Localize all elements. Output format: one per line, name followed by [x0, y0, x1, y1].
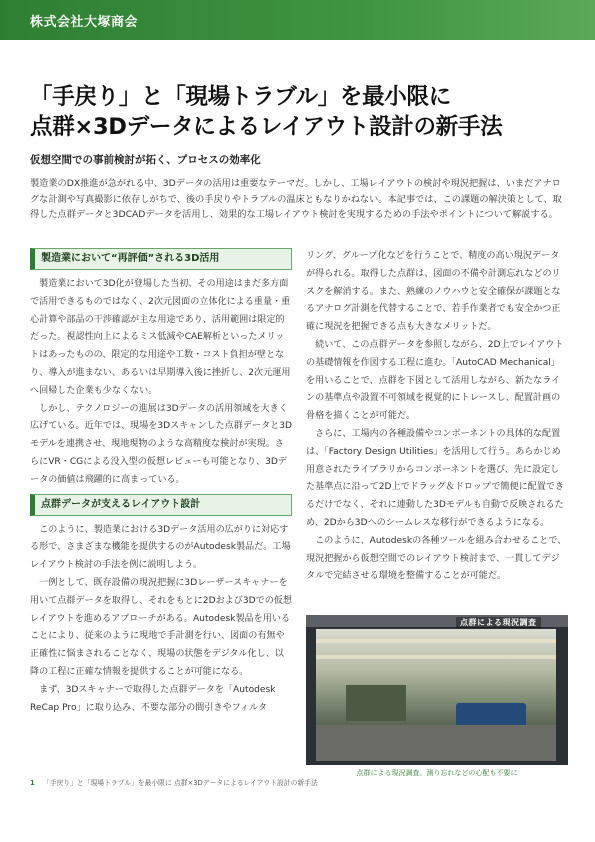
ceiling-beam-image	[316, 655, 556, 659]
section-heading-3d-reevaluation: 製造業において“再評価”される3D活用	[30, 248, 292, 270]
intro-paragraph: 製造業のDX推進が急がれる中、3Dデータの活用は重要なテーマだ。しかし、工場レイアウトの検討や現況把握は、いまだアナログな計測や写真撮影に依存しがちで、後の手戻りやトラブルの温床ともなりかねない。本記事では、この課題の解決策として、取得した点群データと3DCADデータを活用し、効果的な工場レイアウト検討を実現するための手法やポイントについて解説する。	[30, 178, 562, 221]
title-line-1: 「手戻り」と「現場トラブル」を最小限に	[30, 84, 451, 110]
figure-caption: 点群による現況調査。測り忘れなどの心配も不要に	[356, 769, 518, 777]
page-number: 1	[30, 779, 35, 787]
point-cloud-figure	[306, 615, 568, 765]
paragraph: このように、製造業における3Dデータ活用の広がりに対応する形で、さまざまな機能を提供するのがAutodesk製品だ。工場レイアウト検討の手法を例に説明しよう。	[30, 524, 291, 571]
section-body-continued	[306, 248, 568, 586]
header-bar	[0, 0, 595, 40]
paragraph: このように、Autodeskの各種ツールを組み合わせることで、現況把握から仮想空間でのレイアウト検討まで、一貫してデジタルで完結させる環境を整備することが可能だ。	[306, 535, 567, 582]
section-heading-point-cloud-layout: 点群データが支えるレイアウト設計	[30, 494, 292, 516]
footer	[30, 777, 318, 787]
ceiling-beam-image	[316, 639, 556, 643]
paragraph: 一例として、既存設備の現況把握に3Dレーザースキャナーを用いて点群データを取得し、それをもとに2Dおよび3Dでの仮想レイアウトを進めるアプローチがある。Autodesk製品を用いることにより、従来のように現地で手計測を行い、図面の有無や正確性に悩まされることなく、現場の状態をデジタル化し、以降の工程に正確な情報を提供することが可能になる。	[30, 577, 293, 677]
factory-floor-image	[316, 725, 556, 761]
paragraph: 続いて、この点群データを参照しながら、2D上でレイアウトの基礎情報を作図する工程に進む。「AutoCAD Mechanical」を用いることで、点群を下図として活用しながら、新たなラインの基準点や設置不可領域を視覚的にトレースし、配置計画の骨格を描くことが可能だ。	[306, 339, 564, 422]
title-line-2: 点群×3Dデータによるレイアウト設計の新手法	[30, 114, 503, 140]
left-column	[30, 248, 292, 717]
subtitle: 仮想空間での事前検討が拓く、プロセスの効率化	[30, 154, 261, 166]
paragraph: さらに、工場内の各種設備やコンポーネントの具体的な配置は、「Factory Design Utilities」を活用して行う。あらかじめ用意されたライブラリからコンポーネントを選び、先に設定した基準点に沿って2D上でドラッグ＆ドロップで簡便に配置できるだけでなく、それに連動した3Dモデルも自動で反映されるため、2Dから3Dへのシームレスな移行ができるようになる。	[306, 428, 565, 528]
page-title	[30, 82, 570, 142]
factory-rack-image	[346, 685, 406, 721]
company-name: 株式会社大塚商会	[30, 15, 139, 30]
figure-overlay-label: 点群による現況調査	[456, 617, 541, 628]
paragraph: しかし、テクノロジーの進展は3Dデータの活用領域を大きく広げている。近年では、現場を3Dスキャンした点群データと3Dモデルを連携させ、現地現物のような高精度な検討が実現。さらにVR・CGによる没入型の仮想レビューも可能となり、3Dデータの価値は飛躍的に高まっている。	[30, 403, 293, 485]
section-body	[30, 276, 292, 490]
paragraph: まず、3Dスキャナーで取得した点群データを「Autodesk ReCap Pro」に取り込み、不要な部分の間引きやフィルタ	[30, 684, 276, 713]
section-body	[30, 522, 292, 718]
footer-title: 「手戻り」と「現場トラブル」を最小限に 点群×3Dデータによるレイアウト設計の新手法	[42, 779, 318, 787]
right-column	[306, 248, 568, 586]
paragraph: リング、グループ化などを行うことで、精度の高い現況データが得られる。取得した点群は、図面の不備や計測忘れなどのリスクを解消する。また、熟練のノウハウと安全確保が課題となるアナログ計測を代替することで、若手作業者でも安全かつ正確に現況を把握できる点も大きなメリットだ。	[306, 251, 561, 333]
paragraph: 製造業において3D化が登場した当初、その用途はまだ多方面で活用できるものではなく、2次元図面の立体化による重量・重心計算や部品の干渉確認が主な用途であり、活用範囲は限定的だった。視認性向上によるミス低減やCAE解析といったメリットはあったものの、限定的な用途や工数・コスト負担が壁となり、導入が進まない、あるいは早期導入後に挫折し、2次元運用へ回帰した企業も少なくない。	[30, 279, 291, 396]
